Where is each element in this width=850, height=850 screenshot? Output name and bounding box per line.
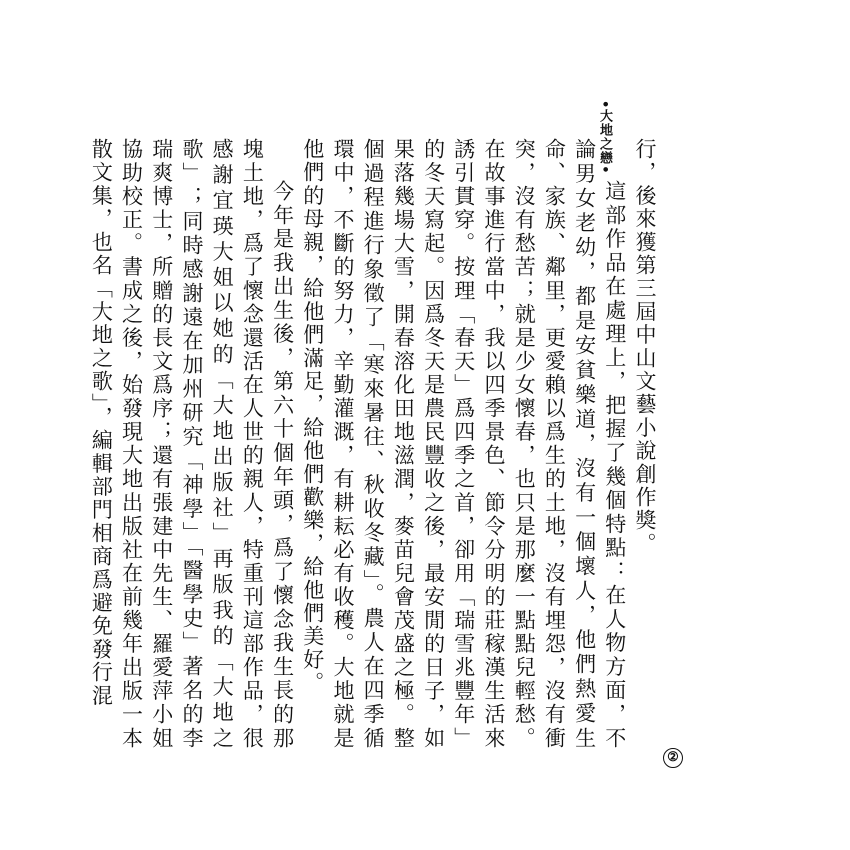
page-number: ② (663, 748, 683, 768)
paragraph-2: 這部作品在處理上，把握了幾個特點：在人物方面，不論男女老幼，都是安貧樂道，沒有一個壞人，他們熱愛生命、家族、鄰里，更愛賴以爲生的土地，沒有埋怨，沒有衝突，沒有愁苦；就是少女懷春，也只是那麼一點點兒輕愁。在故事進行當中，我以四季景色、節令分明的莊稼漢生活來誘引貫穿。按理「春天」爲四季之首，卻用「瑞雪兆豐年」的冬天寫起。因爲冬天是農民豐收之後，最安閒的日子，如果落幾場大雪，開春溶化田地滋潤，麥苗兒會茂盛之極。整個過程進行象徵了「寒來暑往、秋收冬藏」。農人在四季循環中，不斷的努力，辛勤灌溉，有耕耘必有收穫。大地就是他們的母親，給他們滿足，給他們歡樂，給他們美好。 (300, 138, 627, 750)
paragraph-3: 今年是我出生後，第六十個年頭，爲了懷念我生長的那塊土地，爲了懷念還活在人世的親人，特重刊這部作品，很感謝宜瑛大姐以她的「大地出版社」再版我的「大地之歌」；同時感謝遠在加州研究「神學」「醫學史」著名的李瑞爽博士，所贈的長文爲序；還有張建中先生、羅愛萍小姐協助校正。書成之後，始發現大地出版社在前幾年出版一本散文集，也名「大地之歌」，編輯部門相商爲避免發行混 (89, 138, 295, 750)
running-header: •大地之戀• (597, 100, 612, 175)
body-text (89, 138, 660, 750)
paragraph-1: 行，後來獲第三屆中山文藝小說創作獎。 (633, 138, 657, 556)
